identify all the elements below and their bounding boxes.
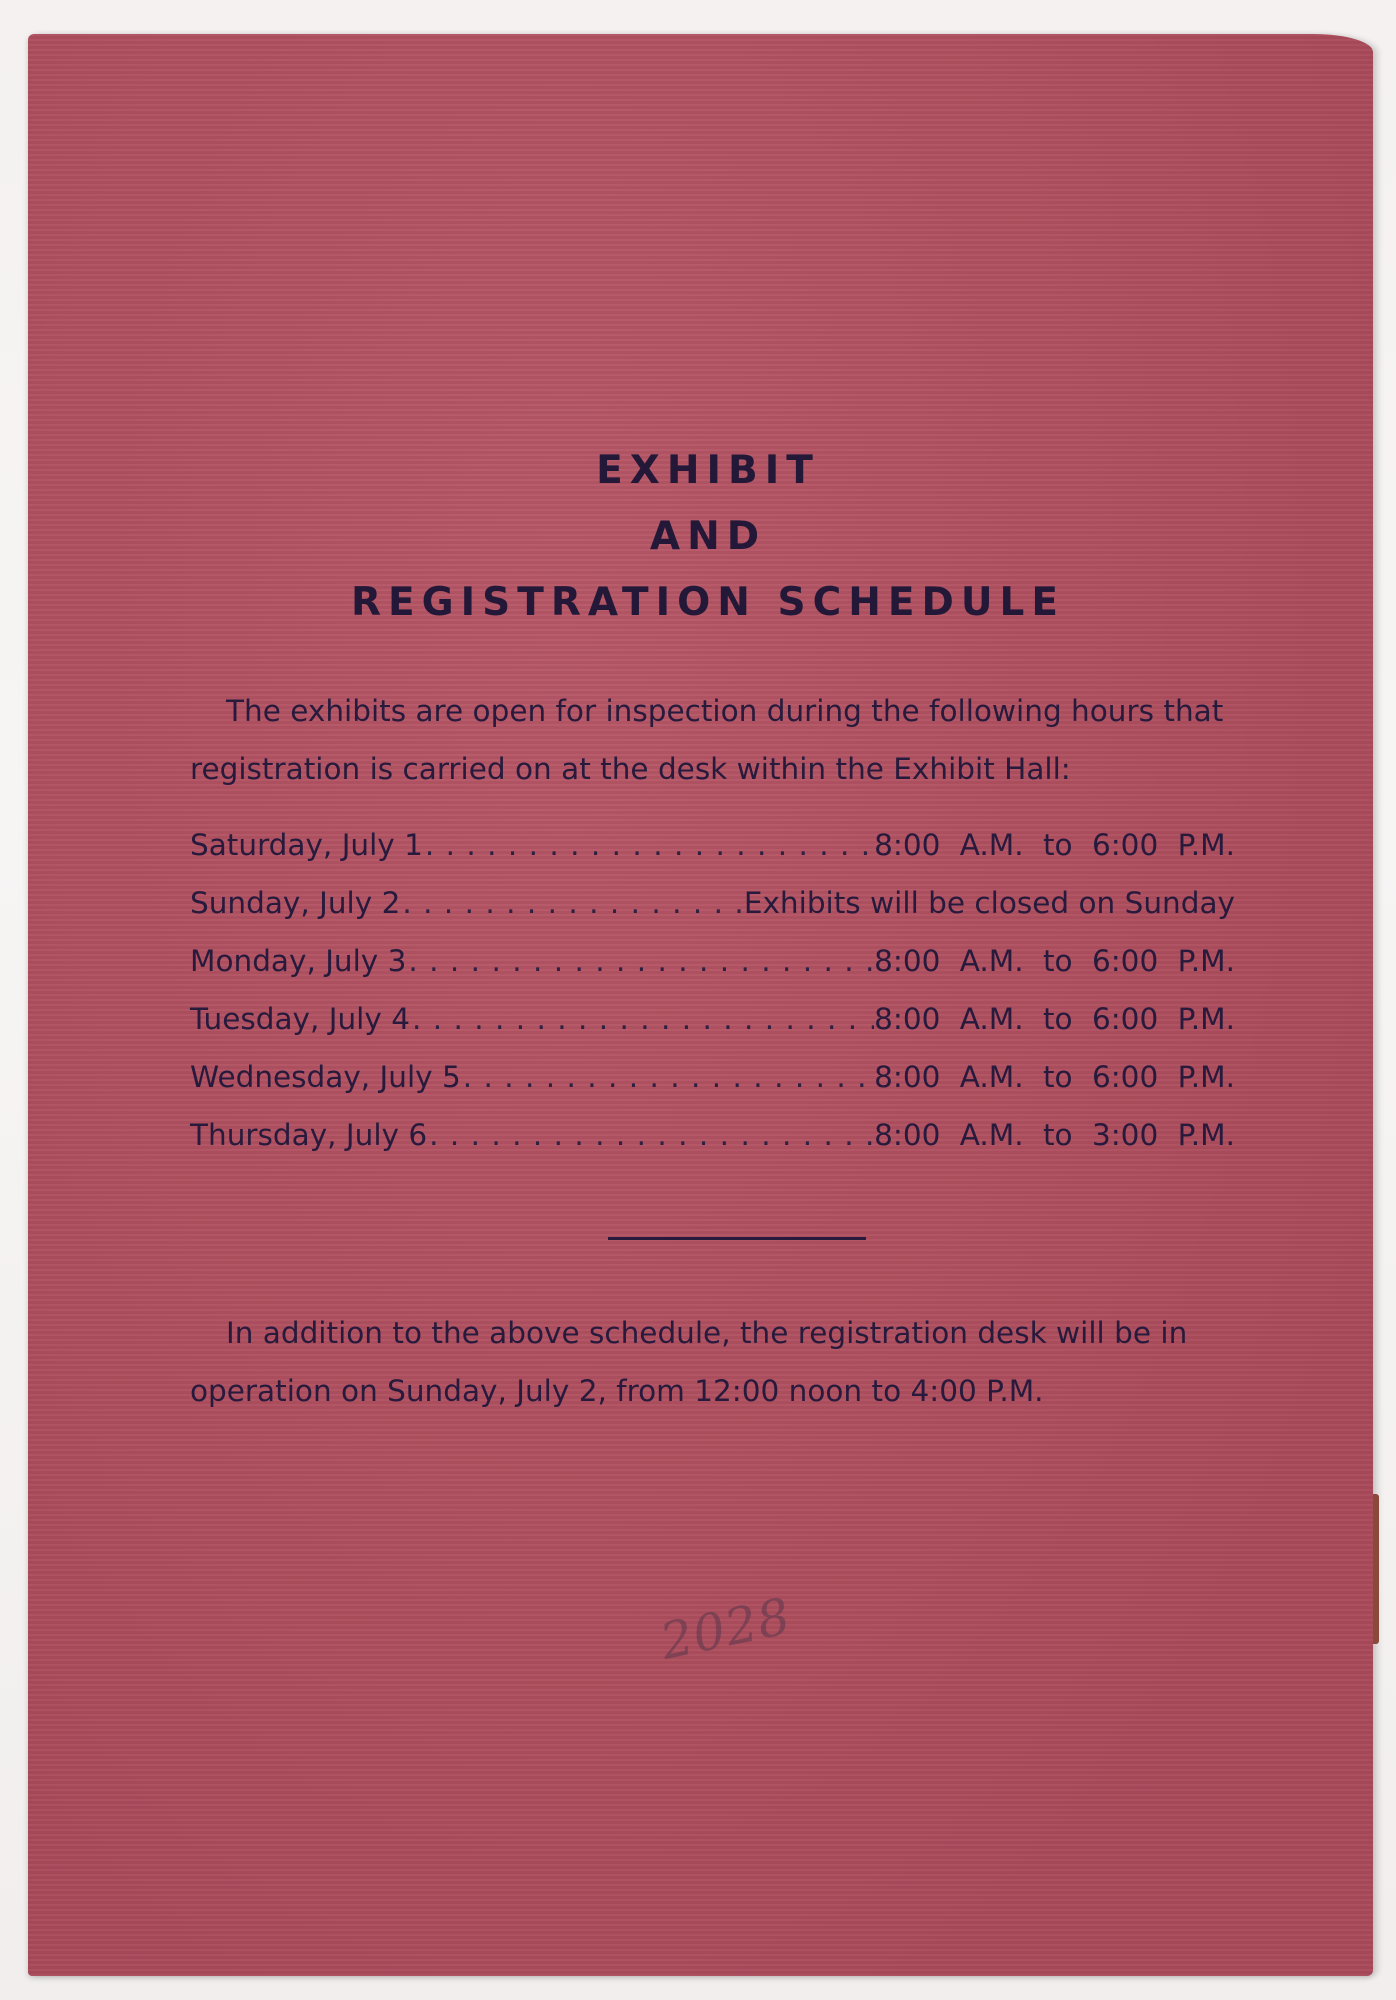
schedule-day: Saturday, July 1 — [190, 828, 423, 862]
intro-text: The exhibits are open for inspection during the following hours that registration is carried on at the desk within the Exhibit Hall: — [190, 694, 1224, 786]
schedule-hours: 8:00 A.M. to 6:00 P.M. — [874, 944, 1235, 978]
schedule-row — [190, 1118, 1235, 1176]
booklet-spine-edge — [1373, 1494, 1379, 1644]
schedule-day: Wednesday, July 5 — [190, 1060, 461, 1094]
schedule-row — [190, 828, 1235, 886]
schedule-day: Thursday, July 6 — [190, 1118, 428, 1152]
schedule-list — [190, 828, 1235, 1176]
booklet-cover — [28, 34, 1373, 1976]
dot-leader — [400, 886, 743, 920]
schedule-hours: 8:00 A.M. to 6:00 P.M. — [874, 828, 1235, 862]
heading-line-2: AND — [649, 514, 767, 559]
dot-leader — [427, 1118, 874, 1152]
schedule-row — [190, 1002, 1235, 1060]
schedule-hours: 8:00 A.M. to 6:00 P.M. — [874, 1002, 1235, 1036]
schedule-row — [190, 1060, 1235, 1118]
addition-paragraph — [190, 1304, 1235, 1420]
addition-text: In addition to the above schedule, the registration desk will be in operation on Sunday, July 2, from 12:00 noon to 4:00 P.M. — [190, 1316, 1188, 1408]
schedule-hours: 8:00 A.M. to 6:00 P.M. — [874, 1060, 1235, 1094]
dot-leader — [410, 1002, 874, 1036]
dot-leader — [423, 828, 874, 862]
divider-rule — [608, 1237, 866, 1240]
schedule-hours: 8:00 A.M. to 3:00 P.M. — [874, 1118, 1235, 1152]
schedule-day: Tuesday, July 4 — [190, 1002, 410, 1036]
dot-leader — [406, 944, 874, 978]
schedule-day: Sunday, July 2 — [190, 886, 401, 920]
schedule-row — [190, 944, 1235, 1002]
schedule-day: Monday, July 3 — [190, 944, 407, 978]
heading-line-1: EXHIBIT — [596, 448, 820, 493]
schedule-hours: Exhibits will be closed on Sunday — [743, 886, 1235, 920]
schedule-row — [190, 886, 1235, 944]
dot-leader — [461, 1060, 874, 1094]
pencil-handwritten-note: 2028 — [655, 1586, 796, 1672]
heading-line-3: REGISTRATION SCHEDULE — [350, 580, 1066, 625]
intro-paragraph — [190, 682, 1235, 798]
